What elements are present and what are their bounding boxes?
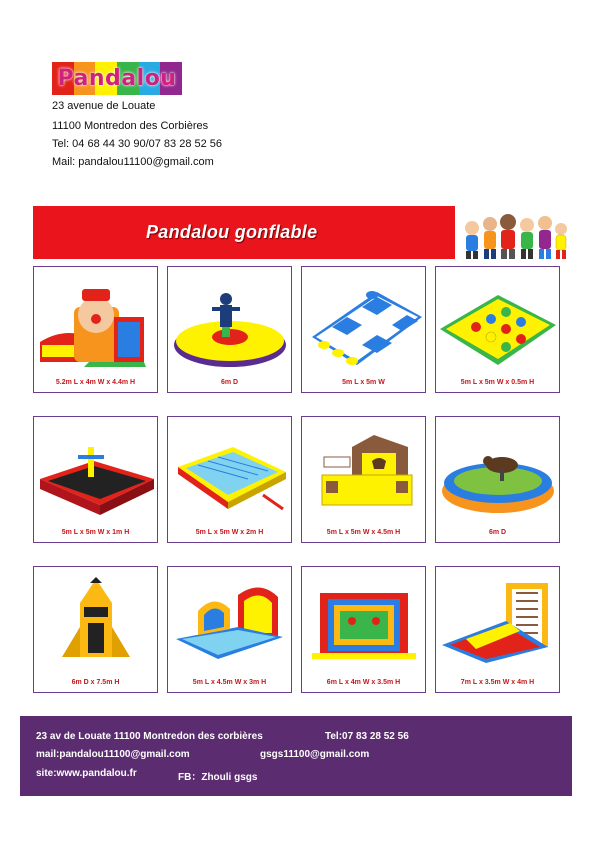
- product-caption: 7m L x 3.5m W x 4m H: [460, 679, 535, 686]
- product-card: [33, 566, 158, 693]
- product-caption: 5m L x 5m W x 1m H: [61, 529, 130, 536]
- product-caption: 6m D x 7.5m H: [71, 679, 120, 686]
- address-line1: 23 avenue de Louate: [52, 100, 156, 112]
- product-card: [301, 266, 426, 393]
- pandalou-logo: [52, 62, 182, 95]
- product-card: [435, 566, 560, 693]
- kid-figure-2: [483, 217, 497, 259]
- product-card: [301, 416, 426, 543]
- kid-figure-3: [500, 214, 516, 259]
- title-banner: [33, 206, 455, 259]
- mail-line: Mail: pandalou11100@gmail.com: [52, 156, 214, 168]
- product-card: [167, 416, 292, 543]
- footer-facebook: FB：Zhouli gsgs: [178, 772, 258, 783]
- twister-mat-image: [436, 267, 559, 375]
- product-caption: 5m L x 5m W: [342, 379, 385, 386]
- product-card: [435, 416, 560, 543]
- phone-line: Tel: 04 68 44 30 90/07 83 28 52 56: [52, 138, 223, 150]
- sport-cage-image: [302, 567, 425, 675]
- product-caption: 5m L x 5m W x 2m H: [195, 529, 264, 536]
- product-card: [435, 266, 560, 393]
- product-caption: 6m D: [220, 379, 239, 386]
- footer-website: site:www.pandalou.fr: [36, 768, 137, 779]
- logo-text: Pandalou: [57, 66, 177, 91]
- velcro-wall-pit-image: [168, 417, 291, 525]
- contact-footer: [20, 716, 572, 796]
- product-caption: 5m L x 5m W x 4.5m H: [326, 529, 401, 536]
- product-card: [33, 416, 158, 543]
- rodeo-bull-arena-image: [302, 417, 425, 525]
- velcro-wall-image: [436, 567, 559, 675]
- sumo-ring-image: [168, 267, 291, 375]
- address-line2: 11100 Montredon des Corbières: [52, 120, 209, 132]
- rocket-slide-image: [34, 567, 157, 675]
- product-card: [301, 566, 426, 693]
- footer-phone: Tel:07 83 28 52 56: [325, 731, 409, 742]
- product-card: [167, 266, 292, 393]
- arena-ring-image: [34, 417, 157, 525]
- product-caption: 5m L x 5m W x 0.5m H: [460, 379, 535, 386]
- water-slide-image: [168, 567, 291, 675]
- footer-mail-1: mail:pandalou11100@gmail.com: [36, 749, 190, 760]
- kid-figure-5: [538, 216, 552, 259]
- product-caption: 6m D: [488, 529, 507, 536]
- product-caption: 5m L x 4.5m W x 3m H: [192, 679, 267, 686]
- banner-title: Pandalou gonflable: [146, 222, 318, 242]
- product-card: [167, 566, 292, 693]
- footer-address: 23 av de Louate 11100 Montredon des corbières: [36, 731, 263, 742]
- kid-figure-6: [555, 223, 567, 259]
- mechanical-bull-pool-image: [436, 417, 559, 525]
- clown-bouncer-image: [34, 267, 157, 375]
- product-caption: 6m L x 4m W x 3.5m H: [326, 679, 401, 686]
- kid-figure-4: [520, 218, 534, 259]
- kid-figure-1: [465, 221, 479, 259]
- product-card: [33, 266, 158, 393]
- checkers-game-image: [302, 267, 425, 375]
- kids-illustration: [458, 204, 570, 262]
- footer-mail-2: gsgs11100@gmail.com: [260, 749, 370, 760]
- product-caption: 5.2m L x 4m W x 4.4m H: [55, 379, 136, 386]
